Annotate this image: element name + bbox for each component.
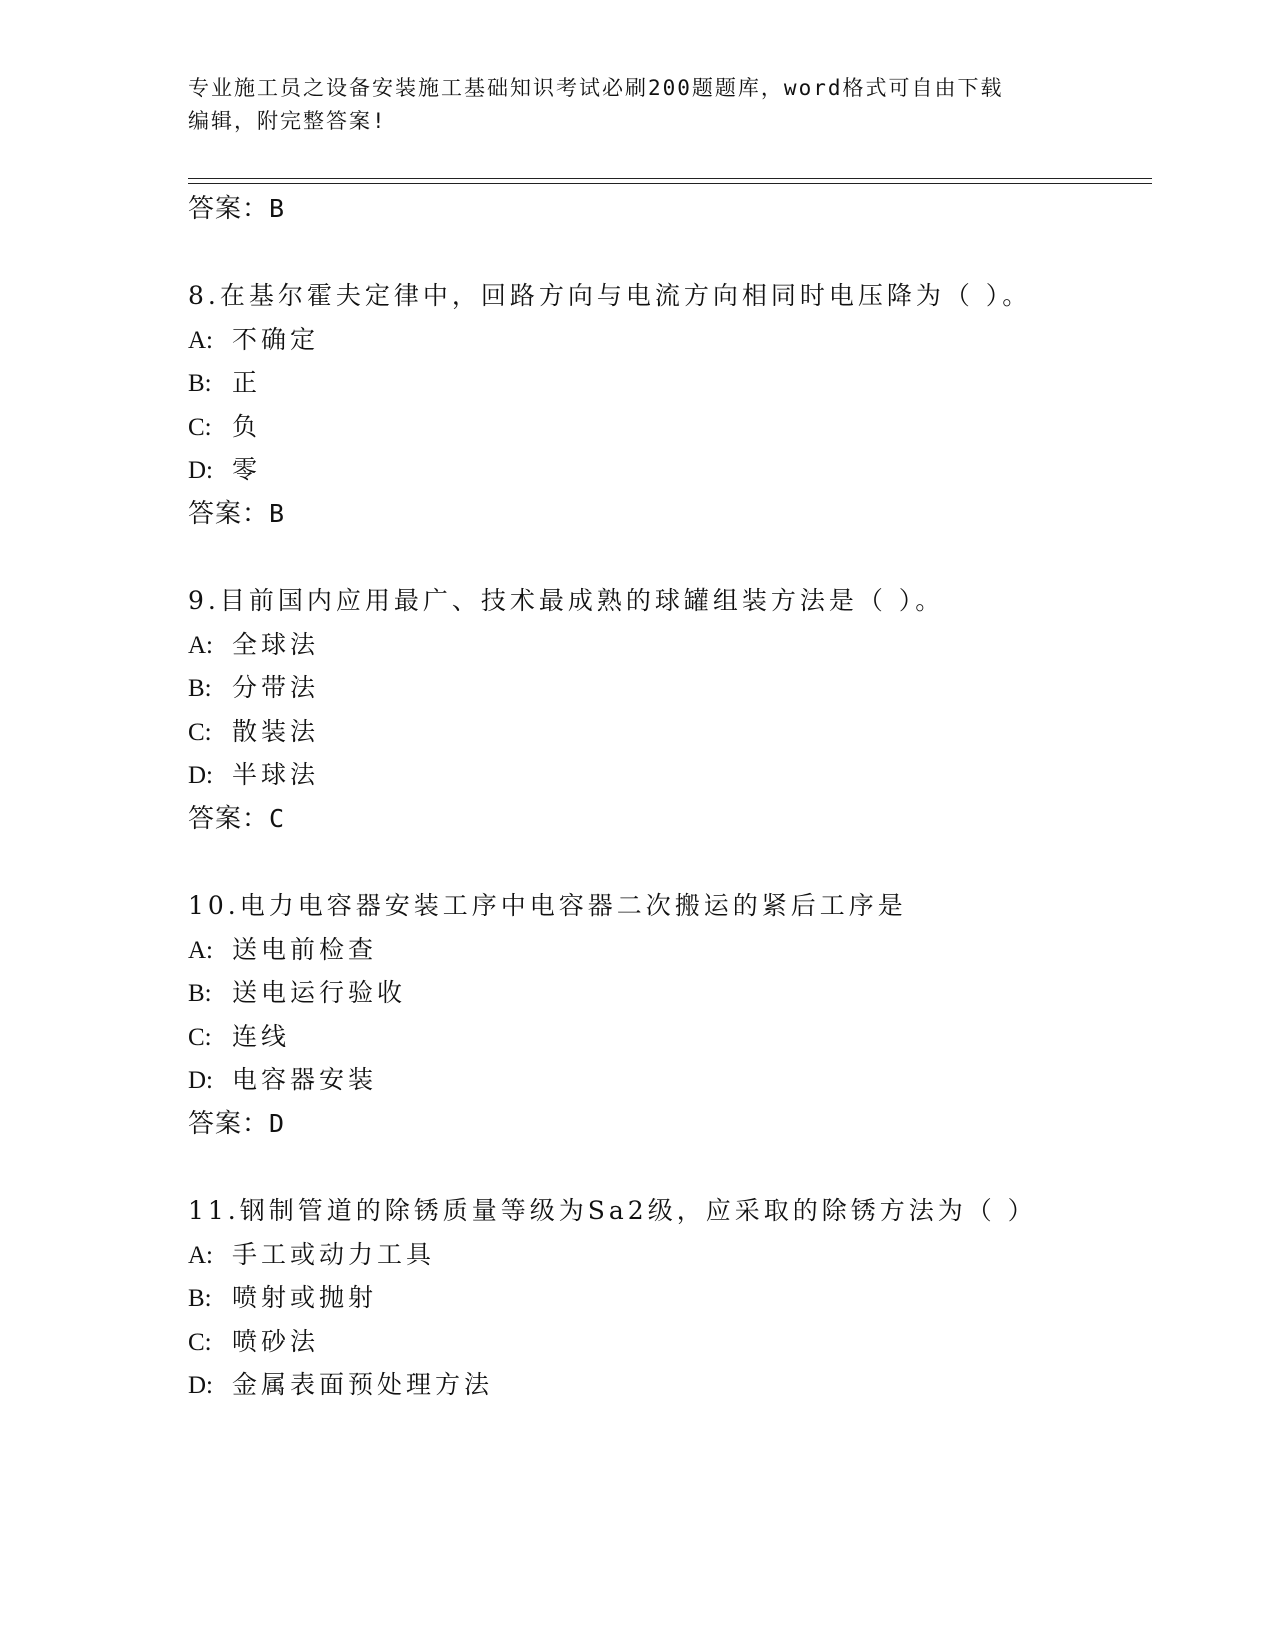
option-11c: C: 喷砂法 bbox=[188, 1327, 320, 1356]
option-8d: D: 零 bbox=[188, 455, 262, 484]
option-9d: D: 半球法 bbox=[188, 760, 320, 789]
option-11b: B: 喷射或抛射 bbox=[188, 1283, 378, 1312]
question-stem-10: 10.电力电容器安装工序中电容器二次搬运的紧后工序是 bbox=[188, 891, 907, 920]
option-8a: A: 不确定 bbox=[188, 325, 320, 354]
question-stem-11: 11.钢制管道的除锈质量等级为Sa2级，应采取的除锈方法为（ ） bbox=[188, 1196, 1037, 1225]
option-10a: A: 送电前检查 bbox=[188, 935, 378, 964]
answer-q10: 答案：D bbox=[188, 1109, 286, 1139]
option-9c: C: 散装法 bbox=[188, 717, 320, 746]
option-9a: A: 全球法 bbox=[188, 630, 320, 659]
option-10d: D: 电容器安装 bbox=[188, 1065, 378, 1094]
option-8c: C: 负 bbox=[188, 412, 262, 441]
document-header bbox=[188, 72, 1088, 138]
answer-q8: 答案：B bbox=[188, 499, 286, 529]
option-8b: B: 正 bbox=[188, 368, 262, 397]
header-line-2: 编辑，附完整答案! bbox=[188, 109, 387, 133]
answer-q9: 答案：C bbox=[188, 804, 286, 834]
option-10b: B: 送电运行验收 bbox=[188, 978, 407, 1007]
option-10c: C: 连线 bbox=[188, 1022, 291, 1051]
question-stem-9: 9.目前国内应用最广、技术最成熟的球罐组装方法是（ ）。 bbox=[188, 586, 945, 615]
answer-value: B bbox=[269, 194, 286, 223]
question-stem-8: 8.在基尔霍夫定律中，回路方向与电流方向相同时电压降为（ ）。 bbox=[188, 281, 1032, 310]
answer-q7 bbox=[188, 192, 285, 226]
header-divider-bottom bbox=[188, 183, 1152, 184]
option-11d: D: 金属表面预处理方法 bbox=[188, 1370, 494, 1399]
answer-label: 答案： bbox=[188, 194, 270, 224]
header-line-1: 专业施工员之设备安装施工基础知识考试必刷200题题库，word格式可自由下载 bbox=[188, 76, 1004, 100]
option-11a: A: 手工或动力工具 bbox=[188, 1240, 436, 1269]
option-9b: B: 分带法 bbox=[188, 673, 320, 702]
header-divider-top bbox=[188, 178, 1152, 179]
